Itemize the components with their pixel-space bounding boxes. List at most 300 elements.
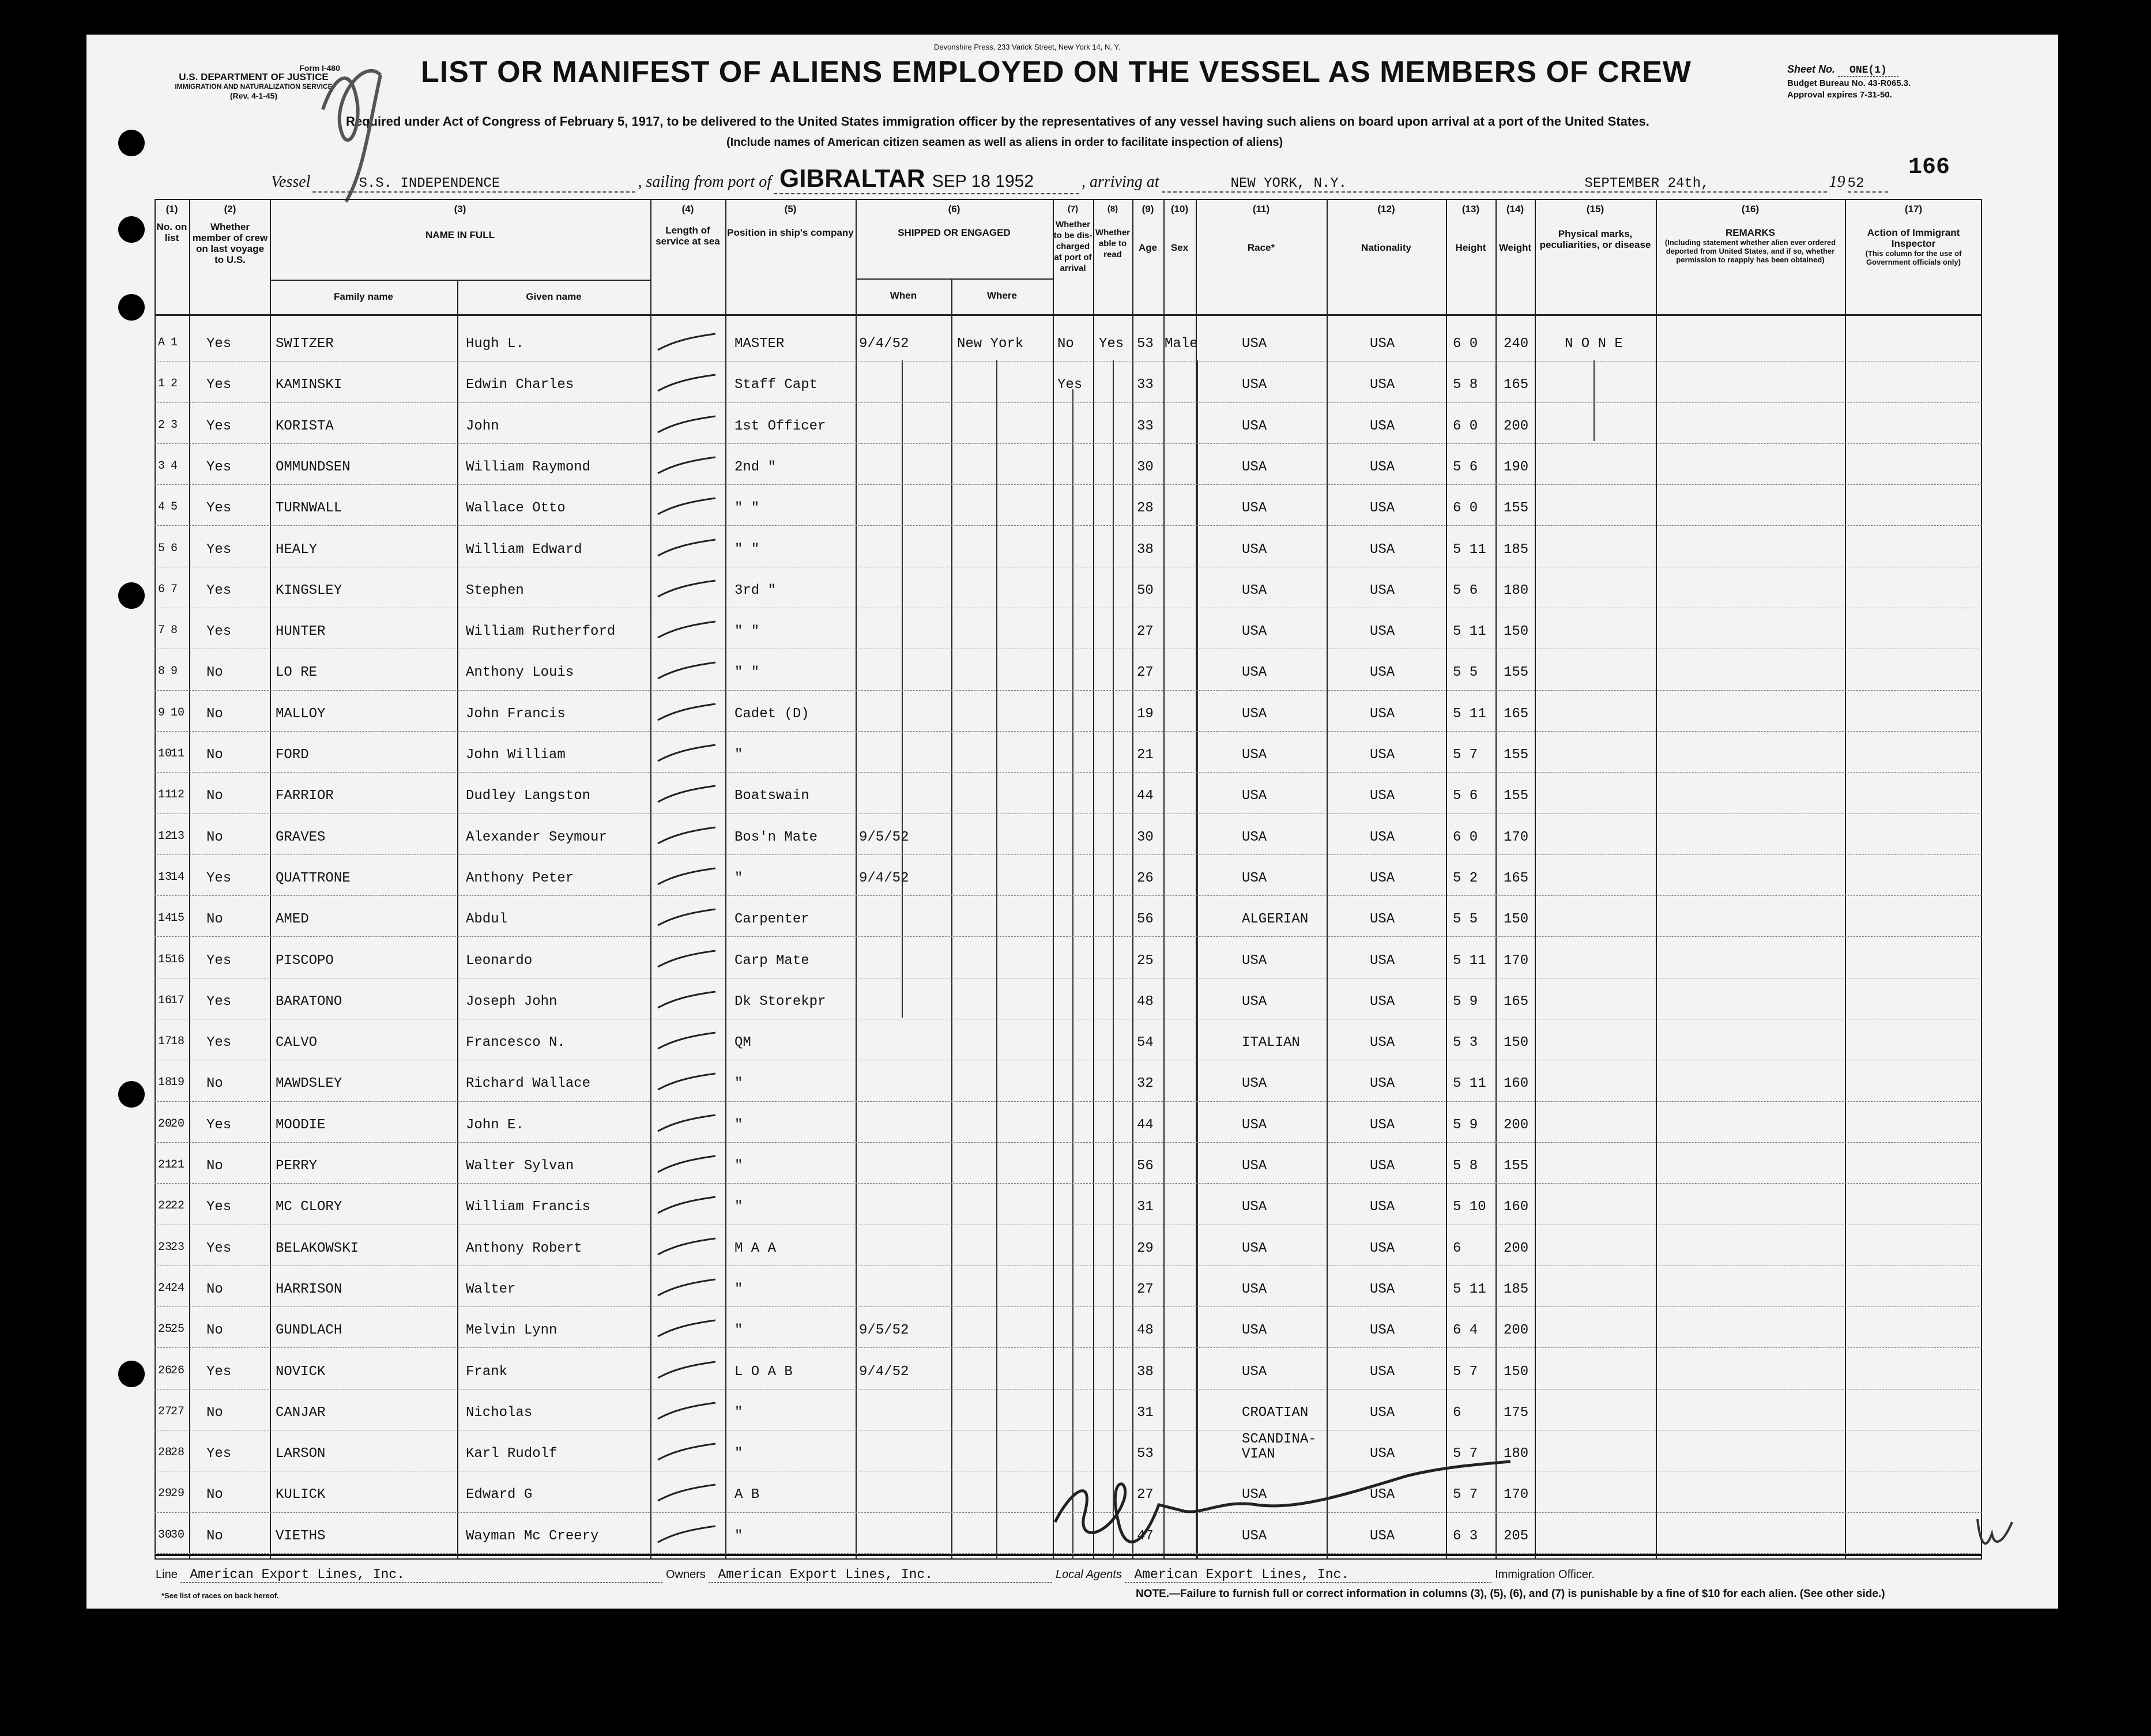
row-mark: 1 [158,377,165,391]
col11-label: Race* [1247,242,1275,253]
height: 5 11 [1453,624,1486,640]
col5-header [725,204,856,238]
race: ALGERIAN [1242,912,1309,928]
table-row [155,818,1982,859]
row-number: 16 [171,952,185,966]
last-voyage: Yes [206,1035,232,1051]
table-row [155,1353,1982,1394]
age: 56 [1137,1158,1154,1174]
race: USA [1242,993,1267,1010]
shipped-when: 9/4/52 [859,1364,909,1380]
name-subheader-line [270,280,650,281]
given-name: Frank [466,1364,508,1380]
height: 5 3 [1453,1035,1478,1051]
given-name: Walter [466,1281,516,1297]
col10-num: (10) [1170,204,1189,214]
position: " [734,870,743,886]
col16-sub: (Including statement whether alien ever ordered deported from United States, and if so, whether permission to reapply has been obtained) [1664,238,1836,264]
last-voyage: Yes [206,418,232,434]
weight: 165 [1504,706,1529,722]
age: 31 [1137,1404,1154,1421]
service-check-mark [655,577,718,600]
race: USA [1242,1158,1267,1174]
nationality: USA [1370,829,1395,845]
race: USA [1242,1323,1267,1339]
service-check-mark [655,1523,718,1546]
punch-hole [118,294,145,321]
height: 6 0 [1453,500,1478,517]
given-name: Wayman Mc Creery [466,1528,599,1544]
shipped-where: New York [957,336,1024,352]
row-rule [155,1306,1982,1307]
table-row [155,695,1982,736]
weight: 180 [1504,1446,1529,1462]
row-rule [155,772,1982,773]
position: " [734,1076,743,1092]
col17-sub: (This column for the use of Government officials only) [1865,249,1962,266]
row-number: 30 [171,1528,185,1542]
age: 27 [1137,665,1154,681]
race: USA [1242,418,1267,434]
given-name: Stephen [466,582,524,598]
given-name: Anthony Peter [466,870,574,886]
vessel-name: S.S. INDEPENDENCE [312,176,635,193]
col13-header [1446,204,1495,253]
age: 44 [1137,1117,1154,1133]
row-mark: 12 [158,829,172,843]
nationality: USA [1370,1199,1395,1215]
service-check-mark [655,1070,718,1093]
last-voyage: Yes [206,1446,232,1462]
row-mark: 4 [158,500,165,514]
row-number: 20 [171,1117,185,1131]
line-value: American Export Lines, Inc. [180,1567,662,1583]
row-mark: 28 [158,1446,172,1460]
arrival-date: SEPTEMBER 24th, [1544,176,1827,193]
row-number: 3 [171,418,178,432]
last-voyage: Yes [206,459,232,475]
row-number: 28 [171,1446,185,1460]
height: 5 5 [1453,665,1478,681]
race: USA [1242,747,1267,763]
table-row [155,366,1982,406]
race: USA [1242,377,1267,393]
height: 5 7 [1453,1364,1478,1380]
row-number: 7 [171,582,178,596]
last-voyage: Yes [206,870,232,886]
nationality: USA [1370,788,1395,804]
family-name: TURNWALL [276,500,342,517]
height: 5 6 [1453,459,1478,475]
row-rule [155,690,1982,691]
height: 5 10 [1453,1199,1486,1215]
row-number: 24 [171,1281,185,1295]
weight: 190 [1504,459,1529,475]
age: 31 [1137,1199,1154,1215]
position: 3rd " [734,582,777,598]
col15-num: (15) [1586,204,1604,214]
given-name-header: Given name [526,291,582,302]
weight: 165 [1504,377,1529,393]
height: 5 5 [1453,912,1478,928]
position: " " [734,665,760,681]
col7-num: (7) [1067,204,1079,214]
position: M A A [734,1240,777,1256]
arriving-label: , arriving at [1081,173,1159,191]
row-mark: 23 [158,1240,172,1254]
table-row [155,1311,1982,1352]
nationality: USA [1370,1117,1395,1133]
race: USA [1242,1076,1267,1092]
table-row [155,530,1982,571]
subtitle: Required under Act of Congress of February 5, 1917, to be delivered to the United States immigration officer by the representatives of any vessel having such aliens on board upon arrival at a port of the United States. [346,114,1649,129]
last-voyage: Yes [206,993,232,1010]
col6-header [856,204,1053,238]
last-voyage: No [206,665,223,681]
sheet-label: Sheet No. [1787,63,1836,75]
table-row [155,777,1982,818]
service-check-mark [655,1153,718,1176]
race: USA [1242,336,1267,352]
row-mark: 26 [158,1364,172,1377]
age: 30 [1137,459,1154,475]
row-rule [155,1142,1982,1143]
table-row [155,859,1982,900]
row-number: 6 [171,541,178,555]
age: 54 [1137,1035,1154,1051]
col12-num: (12) [1377,204,1395,214]
height: 6 [1453,1404,1461,1421]
last-voyage: No [206,1528,223,1544]
col15-label: Physical marks, peculiarities, or disease [1539,228,1651,250]
row-number: 22 [171,1199,185,1213]
race: ITALIAN [1242,1035,1300,1051]
form-number: Form I-480 [299,63,340,73]
family-name: OMMUNDSEN [276,459,351,475]
sheet-value: ONE(1) [1838,65,1898,77]
family-name: PERRY [276,1158,318,1174]
position: Dk Storekpr [734,993,826,1010]
given-name: Nicholas [466,1404,533,1421]
agents-label: Local Agents [1055,1568,1122,1581]
col17-num: (17) [1904,204,1923,214]
col4-header [650,204,725,247]
height: 5 7 [1453,1487,1478,1503]
height: 5 9 [1453,993,1478,1010]
row-number: 29 [171,1487,185,1501]
age: 53 [1137,1446,1154,1462]
given-name: Alexander Seymour [466,829,607,845]
position: Carp Mate [734,952,809,969]
family-name: HUNTER [276,624,326,640]
col17-header [1845,204,1982,266]
row-rule [155,731,1982,732]
position: " [734,1281,743,1297]
weight: 155 [1504,500,1529,517]
nationality: USA [1370,624,1395,640]
col9-header [1132,204,1163,253]
row-mark: 13 [158,870,172,884]
owners-value: American Export Lines, Inc. [709,1567,1052,1583]
punch-hole [118,130,145,156]
table-row [155,612,1982,653]
height: 5 7 [1453,1446,1478,1462]
weight: 155 [1504,665,1529,681]
family-name: MOODIE [276,1117,326,1133]
family-name: KORISTA [276,418,334,434]
row-mark: 6 [158,582,165,596]
age: 21 [1137,747,1154,763]
position: Bos'n Mate [734,829,818,845]
col1-label: No. on list [156,221,187,243]
row-number: 4 [171,459,178,473]
last-voyage: Yes [206,1364,232,1380]
family-name: FORD [276,747,309,763]
table-row [155,736,1982,777]
row-number: 18 [171,1035,185,1049]
height: 5 11 [1453,952,1486,969]
family-name: PISCOPO [276,952,334,969]
weight: 205 [1504,1528,1529,1544]
col13-label: Height [1455,242,1486,253]
punch-hole [118,582,145,609]
date-stamp: SEP 18 1952 [932,172,1034,191]
col15-header [1535,204,1656,250]
weight: 150 [1504,1035,1529,1051]
given-name: William Raymond [466,459,591,475]
given-name: Richard Wallace [466,1076,591,1092]
given-name: Leonardo [466,952,533,969]
nationality: USA [1370,459,1395,475]
row-number: 26 [171,1364,185,1377]
age: 48 [1137,993,1154,1010]
weight: 165 [1504,993,1529,1010]
race: SCANDINA- VIAN [1242,1432,1317,1463]
given-name: Melvin Lynn [466,1323,557,1339]
row-mark: 11 [158,788,172,802]
nationality: USA [1370,336,1395,352]
col14-num: (14) [1506,204,1524,214]
position: " [734,747,743,763]
nationality: USA [1370,418,1395,434]
given-name: Anthony Louis [466,665,574,681]
weight: 170 [1504,829,1529,845]
given-name: Wallace Otto [466,500,566,517]
shipped-when: 9/4/52 [859,870,909,886]
given-name: William Edward [466,541,582,558]
service-check-mark [655,1358,718,1381]
row-mark: 21 [158,1158,172,1172]
race: USA [1242,459,1267,475]
service-check-mark [655,947,718,970]
row-rule [155,895,1982,896]
family-name: KINGSLEY [276,582,342,598]
race: USA [1242,582,1267,598]
given-name: John [466,418,499,434]
row-number: 10 [171,706,185,720]
weight: 175 [1504,1404,1529,1421]
table-row [155,571,1982,612]
nationality: USA [1370,500,1395,517]
line-label: Line [156,1568,178,1581]
col14-header [1495,204,1535,253]
port-from-text: GIBRALTAR [779,164,925,193]
row-mark: 27 [158,1404,172,1418]
weight: 185 [1504,541,1529,558]
subnote: (Include names of American citizen seamen as well as aliens in order to facilitate inspection of aliens) [726,136,1283,149]
nationality: USA [1370,952,1395,969]
col6-label: SHIPPED OR ENGAGED [898,227,1011,238]
punch-hole [118,216,145,243]
position: Carpenter [734,912,809,928]
height: 6 0 [1453,829,1478,845]
height: 5 7 [1453,747,1478,763]
family-name: AMED [276,912,309,928]
family-name: VIETHS [276,1528,326,1544]
given-name: John E. [466,1117,524,1133]
height: 5 2 [1453,870,1478,886]
row-rule [155,854,1982,855]
col7-header [1053,204,1093,274]
height: 5 11 [1453,1281,1486,1297]
service-check-mark [655,701,718,724]
position: A B [734,1487,760,1503]
crew-table [155,199,1982,1560]
weight: 155 [1504,747,1529,763]
given-name: Edward G [466,1487,533,1503]
service-check-mark [655,1440,718,1463]
age: 53 [1137,336,1154,352]
height: 5 8 [1453,377,1478,393]
table-row [155,1188,1982,1229]
nationality: USA [1370,1487,1395,1503]
weight: 160 [1504,1199,1529,1215]
family-name: HEALY [276,541,318,558]
col2-label: Whether member of crew on last voyage to U.S. [192,221,268,265]
given-name: Dudley Langston [466,788,591,804]
col5-label: Position in ship's company [727,227,854,238]
weight: 155 [1504,1158,1529,1174]
sailing-label: , sailing from port of [638,173,771,191]
row-rule [155,443,1982,444]
race: USA [1242,1240,1267,1256]
position: " " [734,541,760,558]
age: 38 [1137,541,1154,558]
row-mark: 10 [158,747,172,760]
col3-header [270,204,650,240]
row-mark: A [158,336,165,349]
last-voyage: No [206,788,223,804]
row-mark: 29 [158,1487,172,1501]
row-number: 2 [171,377,178,391]
height: 5 9 [1453,1117,1478,1133]
weight: 170 [1504,1487,1529,1503]
service-check-mark [655,413,718,436]
col17-label: Action of Immigrant Inspector [1867,227,1960,249]
table-row [155,325,1982,366]
weight: 200 [1504,1240,1529,1256]
age: 33 [1137,418,1154,434]
service-check-mark [655,1276,718,1299]
last-voyage: Yes [206,952,232,969]
service-check-mark [655,618,718,641]
last-voyage: No [206,1281,223,1297]
punch-hole [118,1361,145,1387]
position: " [734,1117,743,1133]
row-number: 1 [171,336,178,349]
weight: 160 [1504,1076,1529,1092]
table-row [155,489,1982,530]
position: 2nd " [734,459,777,475]
row-number: 23 [171,1240,185,1254]
service: IMMIGRATION AND NATURALIZATION SERVICE [175,82,333,91]
footer-note: NOTE.—Failure to furnish full or correct information in columns (3), (5), (6), and (7) is punishable by a fine of $10 for each alien. (See other side.) [1136,1588,1885,1600]
row-mark: 3 [158,459,165,473]
table-row [155,407,1982,448]
position: " [734,1404,743,1421]
last-voyage: Yes [206,1117,232,1133]
age: 56 [1137,912,1154,928]
vessel-label: Vessel [271,173,311,191]
position: " [734,1323,743,1339]
service-check-mark [655,782,718,805]
port-from [774,164,1079,194]
row-mark: 5 [158,541,165,555]
weight: 150 [1504,1364,1529,1380]
col1-header [155,204,189,243]
nationality: USA [1370,870,1395,886]
service-check-mark [655,1112,718,1135]
row-rule [155,525,1982,526]
weight: 150 [1504,624,1529,640]
family-name: KAMINSKI [276,377,342,393]
table-row [155,1023,1982,1064]
race: USA [1242,870,1267,886]
table-row [155,1147,1982,1188]
service-check-mark [655,1317,718,1340]
last-voyage: Yes [206,1240,232,1256]
col8-num: (8) [1107,204,1118,214]
row-mark: 20 [158,1117,172,1131]
row-number: 11 [171,747,185,760]
col4-num: (4) [681,204,694,214]
page-number: 166 [1908,155,1950,180]
given-name: Anthony Robert [466,1240,582,1256]
race: USA [1242,952,1267,969]
weight: 150 [1504,912,1529,928]
form-revision: (Rev. 4-1-45) [229,91,278,100]
age: 38 [1137,1364,1154,1380]
position: " [734,1446,743,1462]
row-rule [155,1183,1982,1184]
table-row [155,982,1982,1023]
nationality: USA [1370,665,1395,681]
table-row [155,942,1982,982]
nationality: USA [1370,1158,1395,1174]
table-row [155,1229,1982,1270]
family-name: MC CLORY [276,1199,342,1215]
nationality: USA [1370,1446,1395,1462]
age: 19 [1137,706,1154,722]
family-name: BELAKOWSKI [276,1240,359,1256]
nationality: USA [1370,993,1395,1010]
age: 26 [1137,870,1154,886]
height: 5 11 [1453,1076,1486,1092]
given-name: John William [466,747,566,763]
service-check-mark [655,1235,718,1258]
height: 6 [1453,1240,1461,1256]
col2-num: (2) [224,204,236,214]
